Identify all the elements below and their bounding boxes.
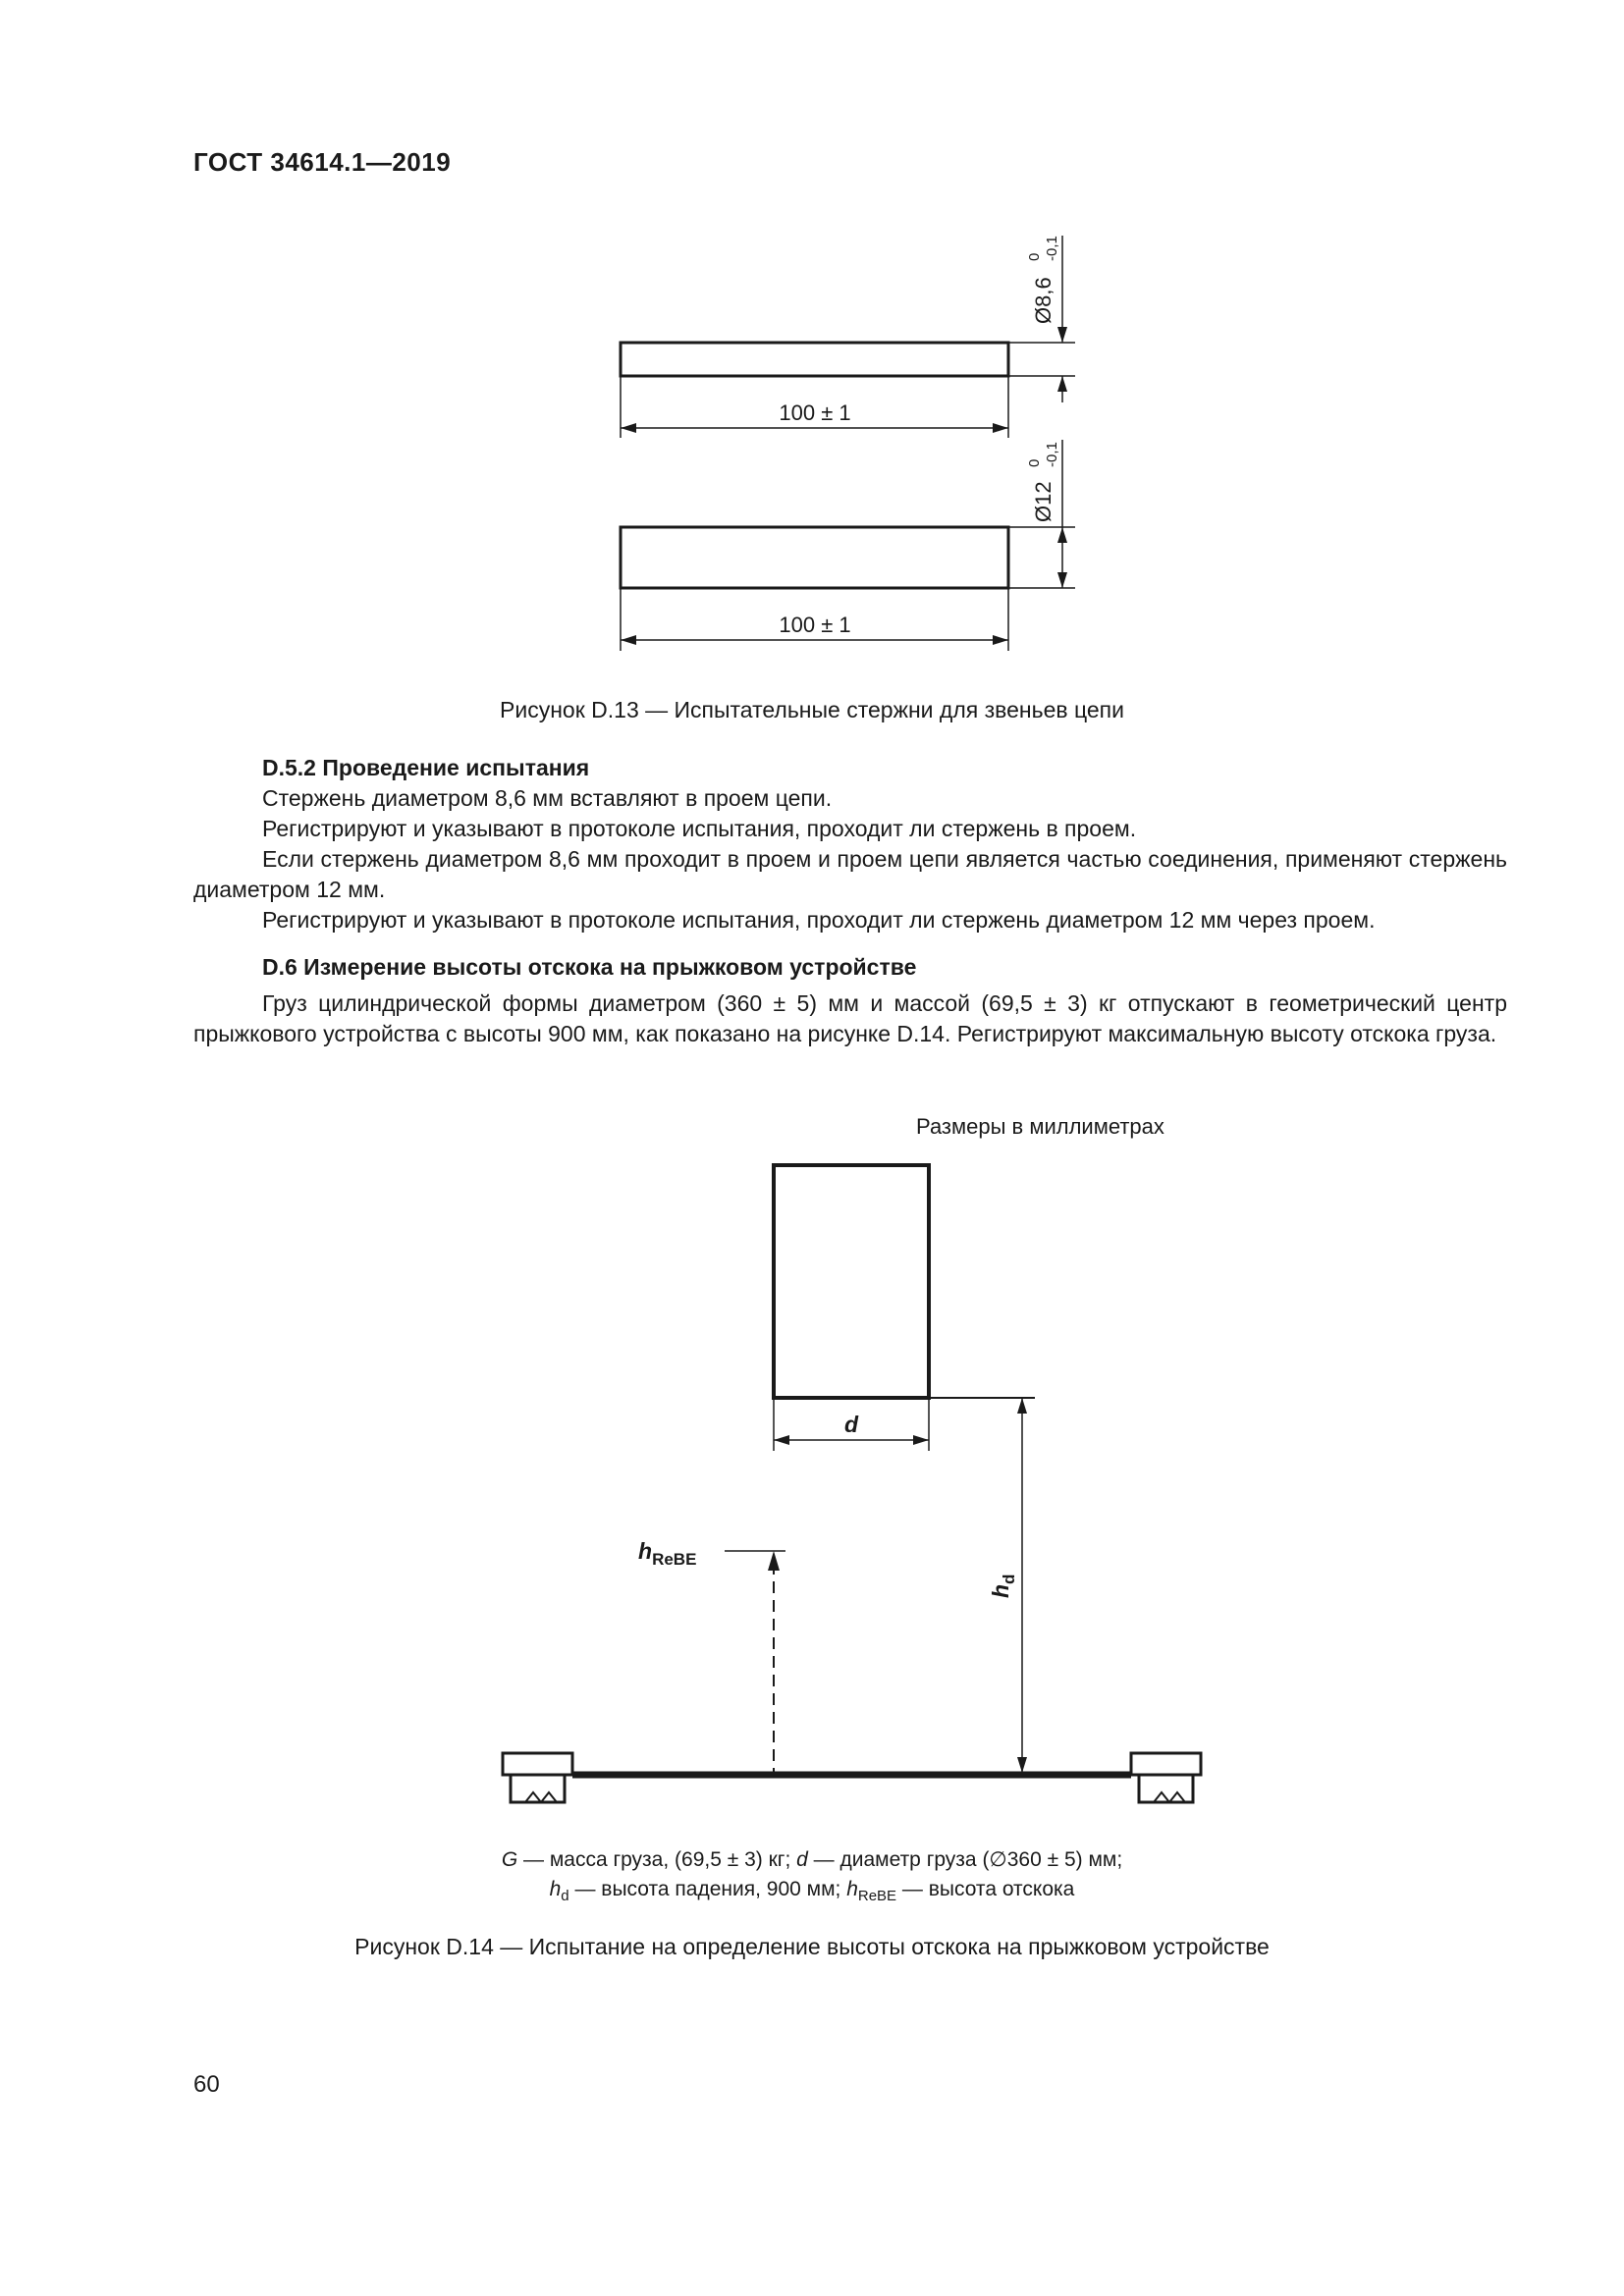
figure-d14-caption: Рисунок D.14 — Испытание на определение высоты отскока на прыжковом устройстве	[354, 1934, 1270, 1959]
legend-line-2: $h_d$ — высота падения, 900 мм; $h_{ReBE}$ — высота отскока	[549, 1878, 1075, 1905]
diameter-dim-small: Ø8,6	[1031, 277, 1056, 324]
tolerance-large-lower: -0,1	[1044, 442, 1060, 467]
length-dim-large: 100 ± 1	[779, 613, 851, 637]
paragraph: Стержень диаметром 8,6 мм вставляют в проем цепи.	[262, 785, 833, 811]
paragraph: Если стержень диаметром 8,6 мм проходит в проем и проем цепи является частью соединения, применяют стержень диаметром 12 мм.	[193, 846, 1507, 902]
legend-line-1: G — масса груза, (69,5 ± 3) кг; d — диаметр груза (∅360 ± 5) мм;	[501, 1848, 1123, 1871]
figure-d13-caption: Рисунок D.13 — Испытательные стержни для звеньев цепи	[500, 697, 1124, 722]
left-support	[503, 1753, 572, 1775]
units-note: Размеры в миллиметрах	[916, 1114, 1164, 1139]
section-heading: D.6 Измерение высоты отскока на прыжковом устройстве	[262, 954, 917, 980]
drop-height-label: $h_d$	[988, 1574, 1018, 1598]
tolerance-small-upper: 0	[1026, 252, 1043, 261]
tolerance-small-lower: -0,1	[1044, 236, 1060, 261]
page-number: 60	[193, 2071, 220, 2098]
rebound-height-label: $h_{ReBE}$	[638, 1538, 697, 1569]
diameter-dim-large: Ø12	[1031, 481, 1056, 522]
paragraph: Регистрируют и указывают в протоколе испытания, проходит ли стержень диаметром 12 мм через проем.	[262, 907, 1376, 933]
diameter-label-d: d	[843, 1412, 859, 1437]
weight-block	[774, 1165, 929, 1398]
right-support	[1131, 1753, 1201, 1775]
tolerance-large-upper: 0	[1026, 458, 1043, 467]
length-dim-small: 100 ± 1	[779, 400, 851, 425]
paragraph: Груз цилиндрической формы диаметром (360 ± 5) мм и массой (69,5 ± 3) кг отпускают в геометрический центр прыжкового устройства с высоты 900 мм, как показано на рисунке D.14. Регистрируют максимальную высоту отскока груза.	[193, 990, 1507, 1046]
section-heading: D.5.2 Проведение испытания	[262, 755, 590, 780]
figure-d14-legend	[0, 1845, 1624, 1911]
paragraph: Регистрируют и указывают в протоколе испытания, проходит ли стержень в проем.	[262, 816, 1137, 841]
standard-title: ГОСТ 34614.1—2019	[193, 147, 452, 177]
